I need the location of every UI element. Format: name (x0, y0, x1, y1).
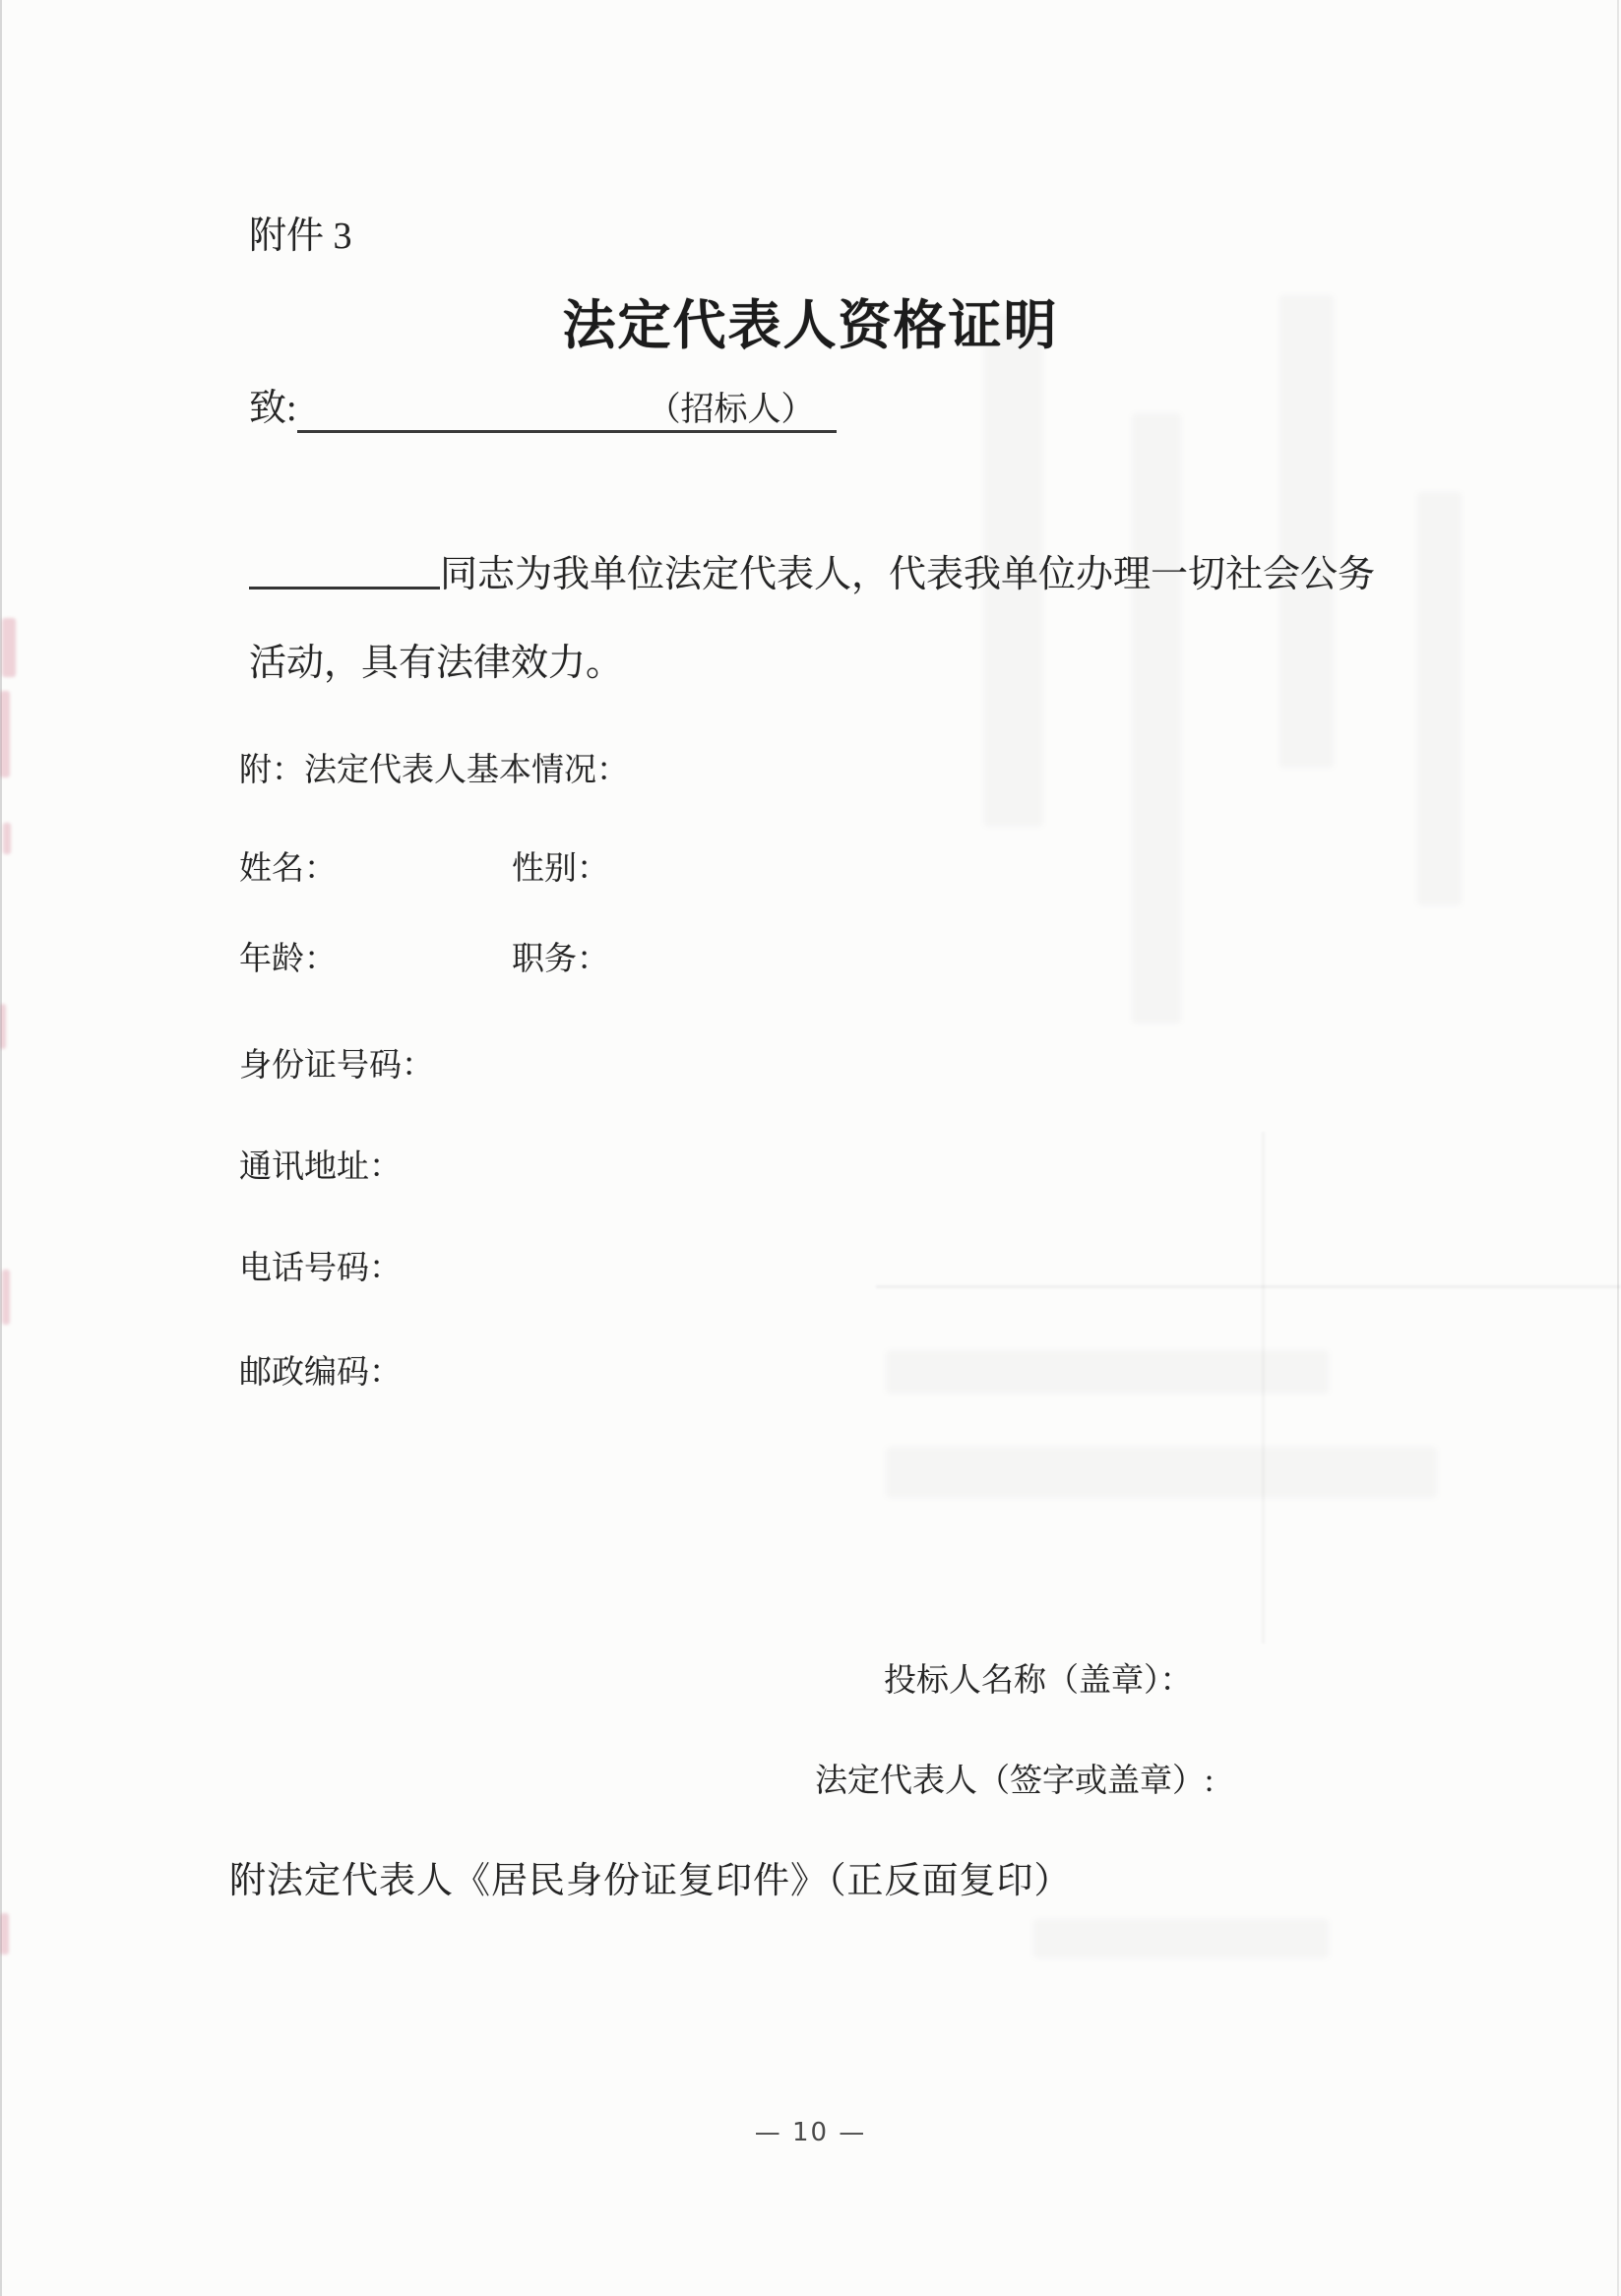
red-smudge (0, 1004, 6, 1049)
field-name-label: 姓名： (239, 851, 337, 887)
field-position-label: 职务： (512, 942, 609, 977)
signature-legal-rep-line: 法定代表人（签字或盖章）: (815, 1764, 1215, 1799)
bleedthrough-artifact (1132, 413, 1181, 1024)
field-gender-label: 性别： (512, 851, 609, 887)
bleedthrough-artifact (1033, 1919, 1329, 1958)
attachment-label: 附件 3 (249, 216, 352, 257)
red-smudge (2, 1270, 10, 1325)
body-paragraph-line2: 活动，具有法律效力。 (249, 643, 624, 684)
bleedthrough-artifact (886, 1447, 1437, 1498)
red-smudge (0, 1913, 9, 1955)
field-age-label: 年龄： (239, 942, 337, 977)
bleedthrough-line (876, 1285, 1621, 1288)
red-smudge (2, 618, 16, 677)
document-title: 法定代表人资格证明 (562, 296, 1059, 355)
addressee-hint: （招标人） (647, 392, 815, 428)
salutation-prefix: 致: (249, 388, 297, 429)
bleedthrough-artifact (1417, 492, 1462, 905)
addressee-blank-underline (297, 382, 837, 433)
red-smudge (3, 823, 11, 854)
body-paragraph-line1 (249, 543, 1375, 597)
body-line1-text: 同志为我单位法定代表人，代表我单位办理一切社会公务 (440, 554, 1376, 595)
basic-info-heading: 附：法定代表人基本情况： (239, 753, 629, 788)
page-number: — 10 — (754, 2118, 867, 2147)
field-id-number-label: 身份证号码： (239, 1048, 434, 1084)
field-postal-code-label: 邮政编码： (239, 1355, 402, 1391)
bleedthrough-artifact (886, 1350, 1329, 1394)
salutation-line (249, 377, 837, 433)
red-smudge (0, 691, 10, 777)
bleedthrough-artifact (1279, 295, 1334, 768)
field-phone-label: 电话号码： (239, 1251, 402, 1286)
signature-bidder-line: 投标人名称（盖章）： (884, 1663, 1193, 1699)
footer-note: 附法定代表人《居民身份证复印件》（正反面复印） (229, 1861, 1072, 1901)
name-blank-underline (249, 549, 440, 590)
field-address-label: 通讯地址： (239, 1149, 402, 1185)
